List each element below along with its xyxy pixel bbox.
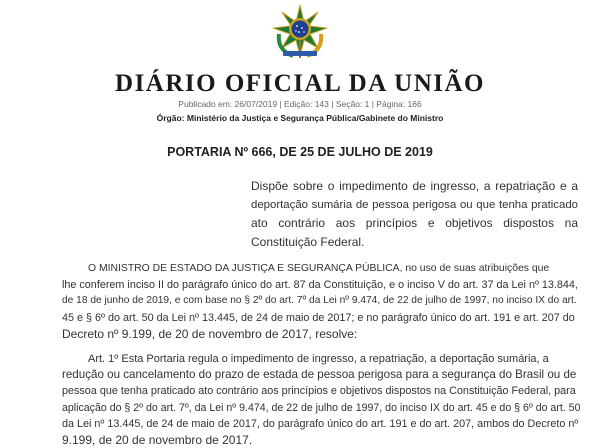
paragraph2-line: pessoa que tenha praticado ato contrário aos princípios e objetivos dispostos na Constituição Federal, para <box>62 385 576 398</box>
paragraph2-line: Art. 1º Esta Portaria regula o impedimento de ingresso, a repatriação, a deportação sumária, a <box>88 353 549 366</box>
orgao-label: Órgão: <box>156 113 185 123</box>
ementa-line: Dispõe sobre o impedimento de ingresso, a repatriação e a <box>251 179 578 193</box>
ementa-line: ato contrário aos princípios e objetivos dispostos na <box>251 216 578 230</box>
paragraph2-line: redução ou cancelamento do prazo de estada de pessoa perigosa para a segurança do Brasil ou de <box>62 368 577 382</box>
paragraph1-line: 45 e § 6º do art. 50 da Lei nº 13.445, de 24 de maio de 2017; e no parágrafo único do art. 191 e art. 207 do <box>62 311 575 324</box>
paragraph1-line: lhe conferem inciso II do parágrafo único do art. 87 da Constituição, e o inciso V do art. 37 da Lei nº 13.844, <box>62 279 578 292</box>
orgao-value: Ministério da Justiça e Segurança Pública/Gabinete do Ministro <box>186 113 444 123</box>
paragraph1-line: Decreto nº 9.199, de 20 de novembro de 2017, resolve: <box>62 326 358 341</box>
brazil-coat-of-arms-emblem <box>271 4 329 60</box>
paragraph2-line: aplicação do § 2º do art. 7º, da Lei nº 9.474, de 22 de julho de 1997, do inciso IX do art. 45 e do § 6º do art. 50 <box>62 401 581 414</box>
paragraph2-line: 9.199, de 20 de novembro de 2017. <box>62 433 253 448</box>
document-body <box>62 261 580 448</box>
portaria-title: PORTARIA Nº 666, DE 25 DE JULHO DE 2019 <box>167 145 433 159</box>
publication-meta: Publicado em: 26/07/2019 | Edição: 143 | Seção: 1 | Página: 166 <box>178 99 422 109</box>
ementa-line: deportação sumária de pessoa perigosa ou que tenha praticado <box>251 198 578 211</box>
orgao-line <box>0 113 600 123</box>
paragraph1-line: O MINISTRO DE ESTADO DA JUSTIÇA E SEGURANÇA PÚBLICA, no uso de suas atribuições que <box>88 263 550 274</box>
paragraph1-line: de 18 de junho de 2019, e com base no § 2º do art. 7º da Lei nº 9.474, de 22 de julho de 1997, no inciso IX do art. <box>62 295 577 307</box>
ementa <box>251 177 578 251</box>
paragraph2-line: da Lei nº 13.445, de 24 de maio de 2017, do parágrafo único do art. 191 e do art. 207, ambos do Decreto nº <box>62 417 579 430</box>
newspaper-title: DIÁRIO OFICIAL DA UNIÃO <box>115 70 485 97</box>
ementa-line: Constituição Federal. <box>251 234 365 249</box>
